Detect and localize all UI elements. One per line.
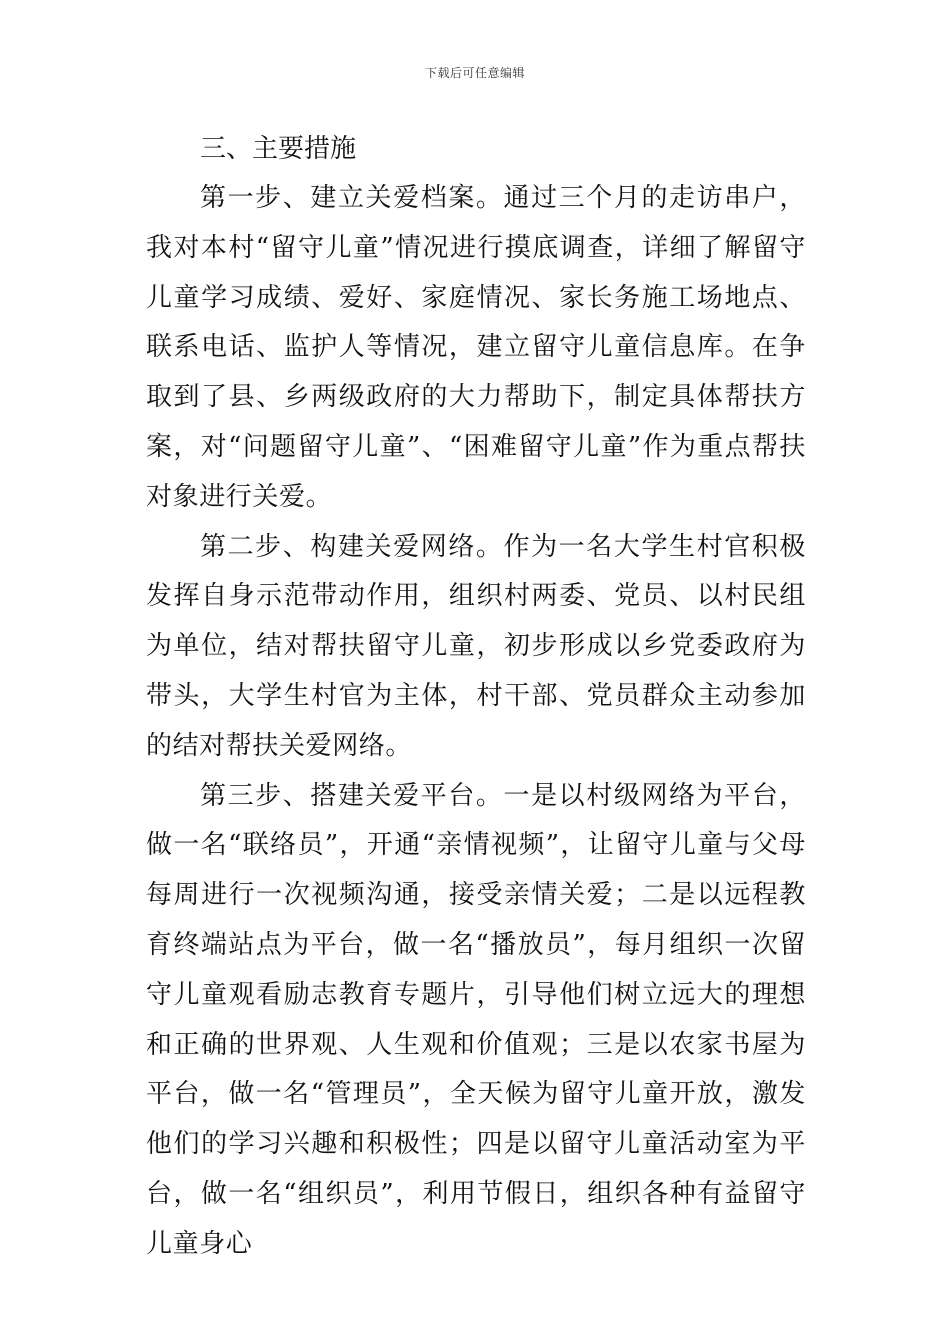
section-heading: 三、主要措施 — [200, 134, 357, 164]
document-body — [146, 124, 806, 1270]
paragraph-step-one: 第一步、建立关爱档案。通过三个月的走访串户，我对本村“留守儿童”情况进行摸底调查，详细了解留守儿童学习成绩、爱好、家庭情况、家长务施工场地点、联系电话、监护人等情况，建立留守儿童信息库。在争取到了县、乡两级政府的大力帮助下，制定具体帮扶方案，对“问题留守儿童”、“困难留守儿童”作为重点帮扶对象进行关爱。 — [146, 183, 806, 512]
page-header-note: 下载后可任意编辑 — [424, 66, 525, 80]
paragraph-step-two: 第二步、构建关爱网络。作为一名大学生村官积极发挥自身示范带动作用，组织村两委、党员、以村民组为单位，结对帮扶留守儿童，初步形成以乡党委政府为带头，大学生村官为主体，村干部、党员群众主动参加的结对帮扶关爱网络。 — [146, 531, 806, 761]
paragraph-step-three: 第三步、搭建关爱平台。一是以村级网络为平台，做一名“联络员”，开通“亲情视频”，让留守儿童与父母每周进行一次视频沟通，接受亲情关爱；二是以远程教育终端站点为平台，做一名“播放员”，每月组织一次留守儿童观看励志教育专题片，引导他们树立远大的理想和正确的世界观、人生观和价值观；三是以农家书屋为平台，做一名“管理员”，全天候为留守儿童开放，激发他们的学习兴趣和积极性；四是以留守儿童活动室为平台，做一名“组织员”，利用节假日，组织各种有益留守儿童身心 — [146, 780, 806, 1259]
